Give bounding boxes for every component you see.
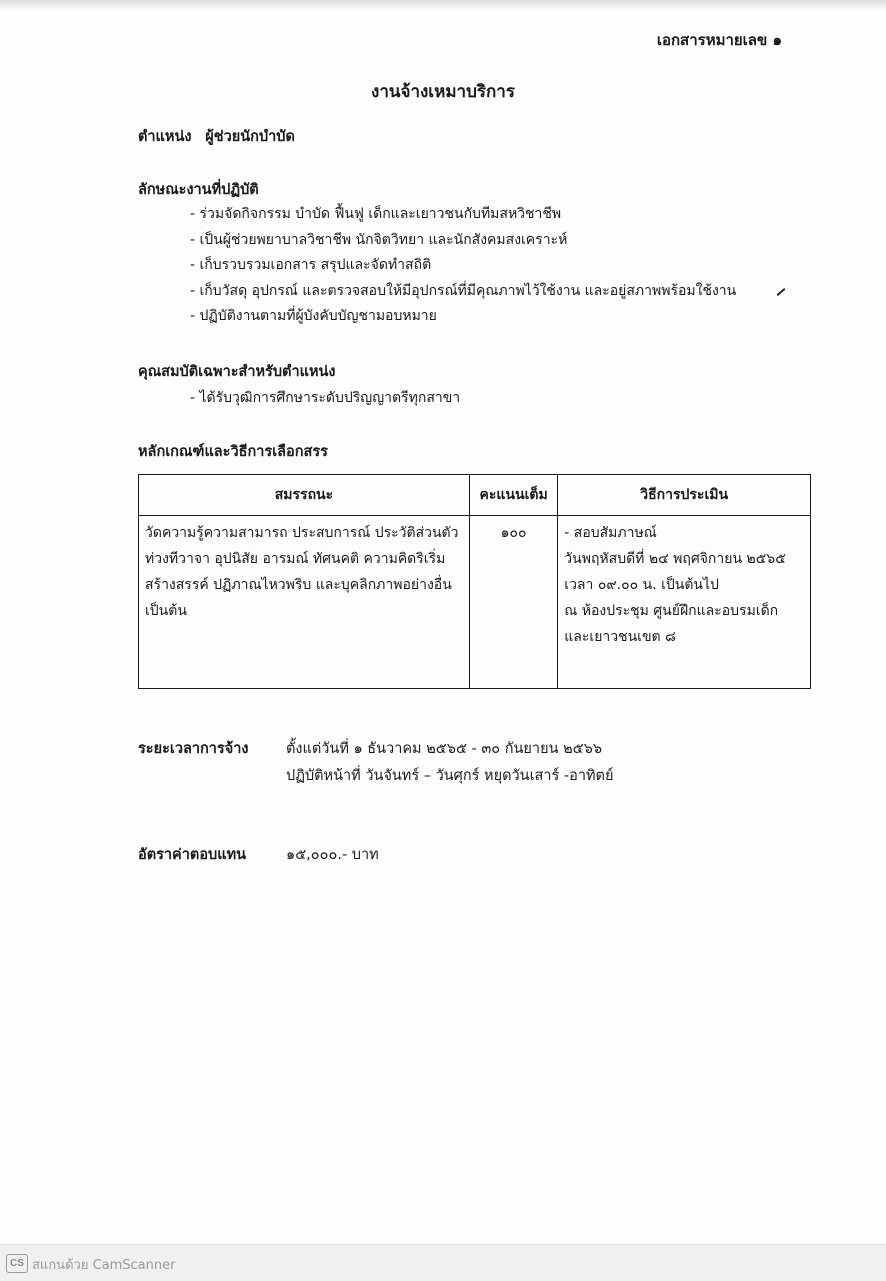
pen-tick-mark bbox=[777, 288, 786, 296]
qualifications-list bbox=[190, 386, 460, 412]
scan-top-edge bbox=[0, 0, 886, 10]
full-score-cell: ๑๐๐ bbox=[469, 516, 557, 689]
selection-criteria-table bbox=[138, 474, 811, 689]
position-value: ผู้ช่วยนักบำบัด bbox=[205, 129, 295, 145]
method-line: ณ ห้องประชุม ศูนย์ฝึกและอบรมเด็ก bbox=[564, 603, 779, 619]
camscanner-logo-icon: CS bbox=[6, 1254, 28, 1273]
pay-rate-value: ๑๕,๐๐๐.- บาท bbox=[286, 847, 379, 863]
selection-heading: หลักเกณฑ์และวิธีการเลือกสรร bbox=[138, 444, 328, 460]
position-label: ตำแหน่ง bbox=[138, 129, 192, 145]
list-item: - ปฏิบัติงานตามที่ผู้บังคับบัญชามอบหมาย bbox=[190, 304, 736, 330]
competency-cell bbox=[139, 516, 470, 689]
list-item: - เป็นผู้ช่วยพยาบาลวิชาชีพ นักจิตวิทยา และนักสังคมสงเคราะห์ bbox=[190, 228, 736, 254]
table-header-row bbox=[139, 475, 811, 516]
qualifications-heading: คุณสมบัติเฉพาะสำหรับตำแหน่ง bbox=[138, 364, 336, 380]
competency-line: เป็นต้น bbox=[145, 603, 187, 619]
employment-work-days: ปฏิบัติหน้าที่ วันจันทร์ – วันศุกร์ หยุดวันเสาร์ -อาทิตย์ bbox=[286, 768, 614, 784]
method-line: วันพฤหัสบดีที่ ๒๔ พฤศจิกายน ๒๕๖๕ bbox=[564, 551, 786, 567]
duties-list bbox=[190, 202, 736, 330]
position-row bbox=[138, 125, 295, 148]
table-row bbox=[139, 516, 811, 689]
document-title: งานจ้างเหมาบริการ bbox=[371, 82, 515, 102]
method-line: และเยาวชนเขต ๘ bbox=[564, 629, 676, 645]
column-header-method: วิธีการประเมิน bbox=[558, 475, 811, 516]
employment-period-dates: ตั้งแต่วันที่ ๑ ธันวาคม ๒๕๖๕ - ๓๐ กันยายน ๒๕๖๖ bbox=[286, 741, 603, 757]
column-header-competency: สมรรถนะ bbox=[139, 475, 470, 516]
competency-line: สร้างสรรค์ ปฏิภาณไหวพริบ และบุคลิกภาพอย่างอื่น bbox=[145, 577, 452, 593]
pay-rate-label: อัตราค่าตอบแทน bbox=[138, 847, 247, 863]
document-number: เอกสารหมายเลข ๑ bbox=[656, 31, 782, 49]
method-line: - สอบสัมภาษณ์ bbox=[564, 525, 657, 541]
list-item: - ได้รับวุฒิการศึกษาระดับปริญญาตรีทุกสาขา bbox=[190, 386, 460, 412]
column-header-full-score: คะแนนเต็ม bbox=[469, 475, 557, 516]
competency-line: วัดความรู้ความสามารถ ประสบการณ์ ประวัติส่วนตัว bbox=[145, 525, 459, 541]
list-item: - ร่วมจัดกิจกรรม บำบัด ฟื้นฟู เด็กและเยาวชนกับทีมสหวิชาชีพ bbox=[190, 202, 736, 228]
list-item: - เก็บรวบรวมเอกสาร สรุปและจัดทำสถิติ bbox=[190, 253, 736, 279]
employment-period-label: ระยะเวลาการจ้าง bbox=[138, 741, 249, 757]
list-item: - เก็บวัสดุ อุปกรณ์ และตรวจสอบให้มีอุปกรณ์ที่มีคุณภาพไว้ใช้งาน และอยู่สภาพพร้อมใช้งาน bbox=[190, 279, 736, 305]
camscanner-watermark: สแกนด้วย CamScanner bbox=[32, 1258, 176, 1273]
method-cell bbox=[558, 516, 811, 689]
competency-line: ท่วงทีวาจา อุปนิสัย อารมณ์ ทัศนคติ ความคิดริเริ่ม bbox=[145, 551, 446, 567]
method-line: เวลา ๐๙.๐๐ น. เป็นต้นไป bbox=[564, 577, 719, 593]
duties-heading: ลักษณะงานที่ปฏิบัติ bbox=[138, 182, 259, 198]
